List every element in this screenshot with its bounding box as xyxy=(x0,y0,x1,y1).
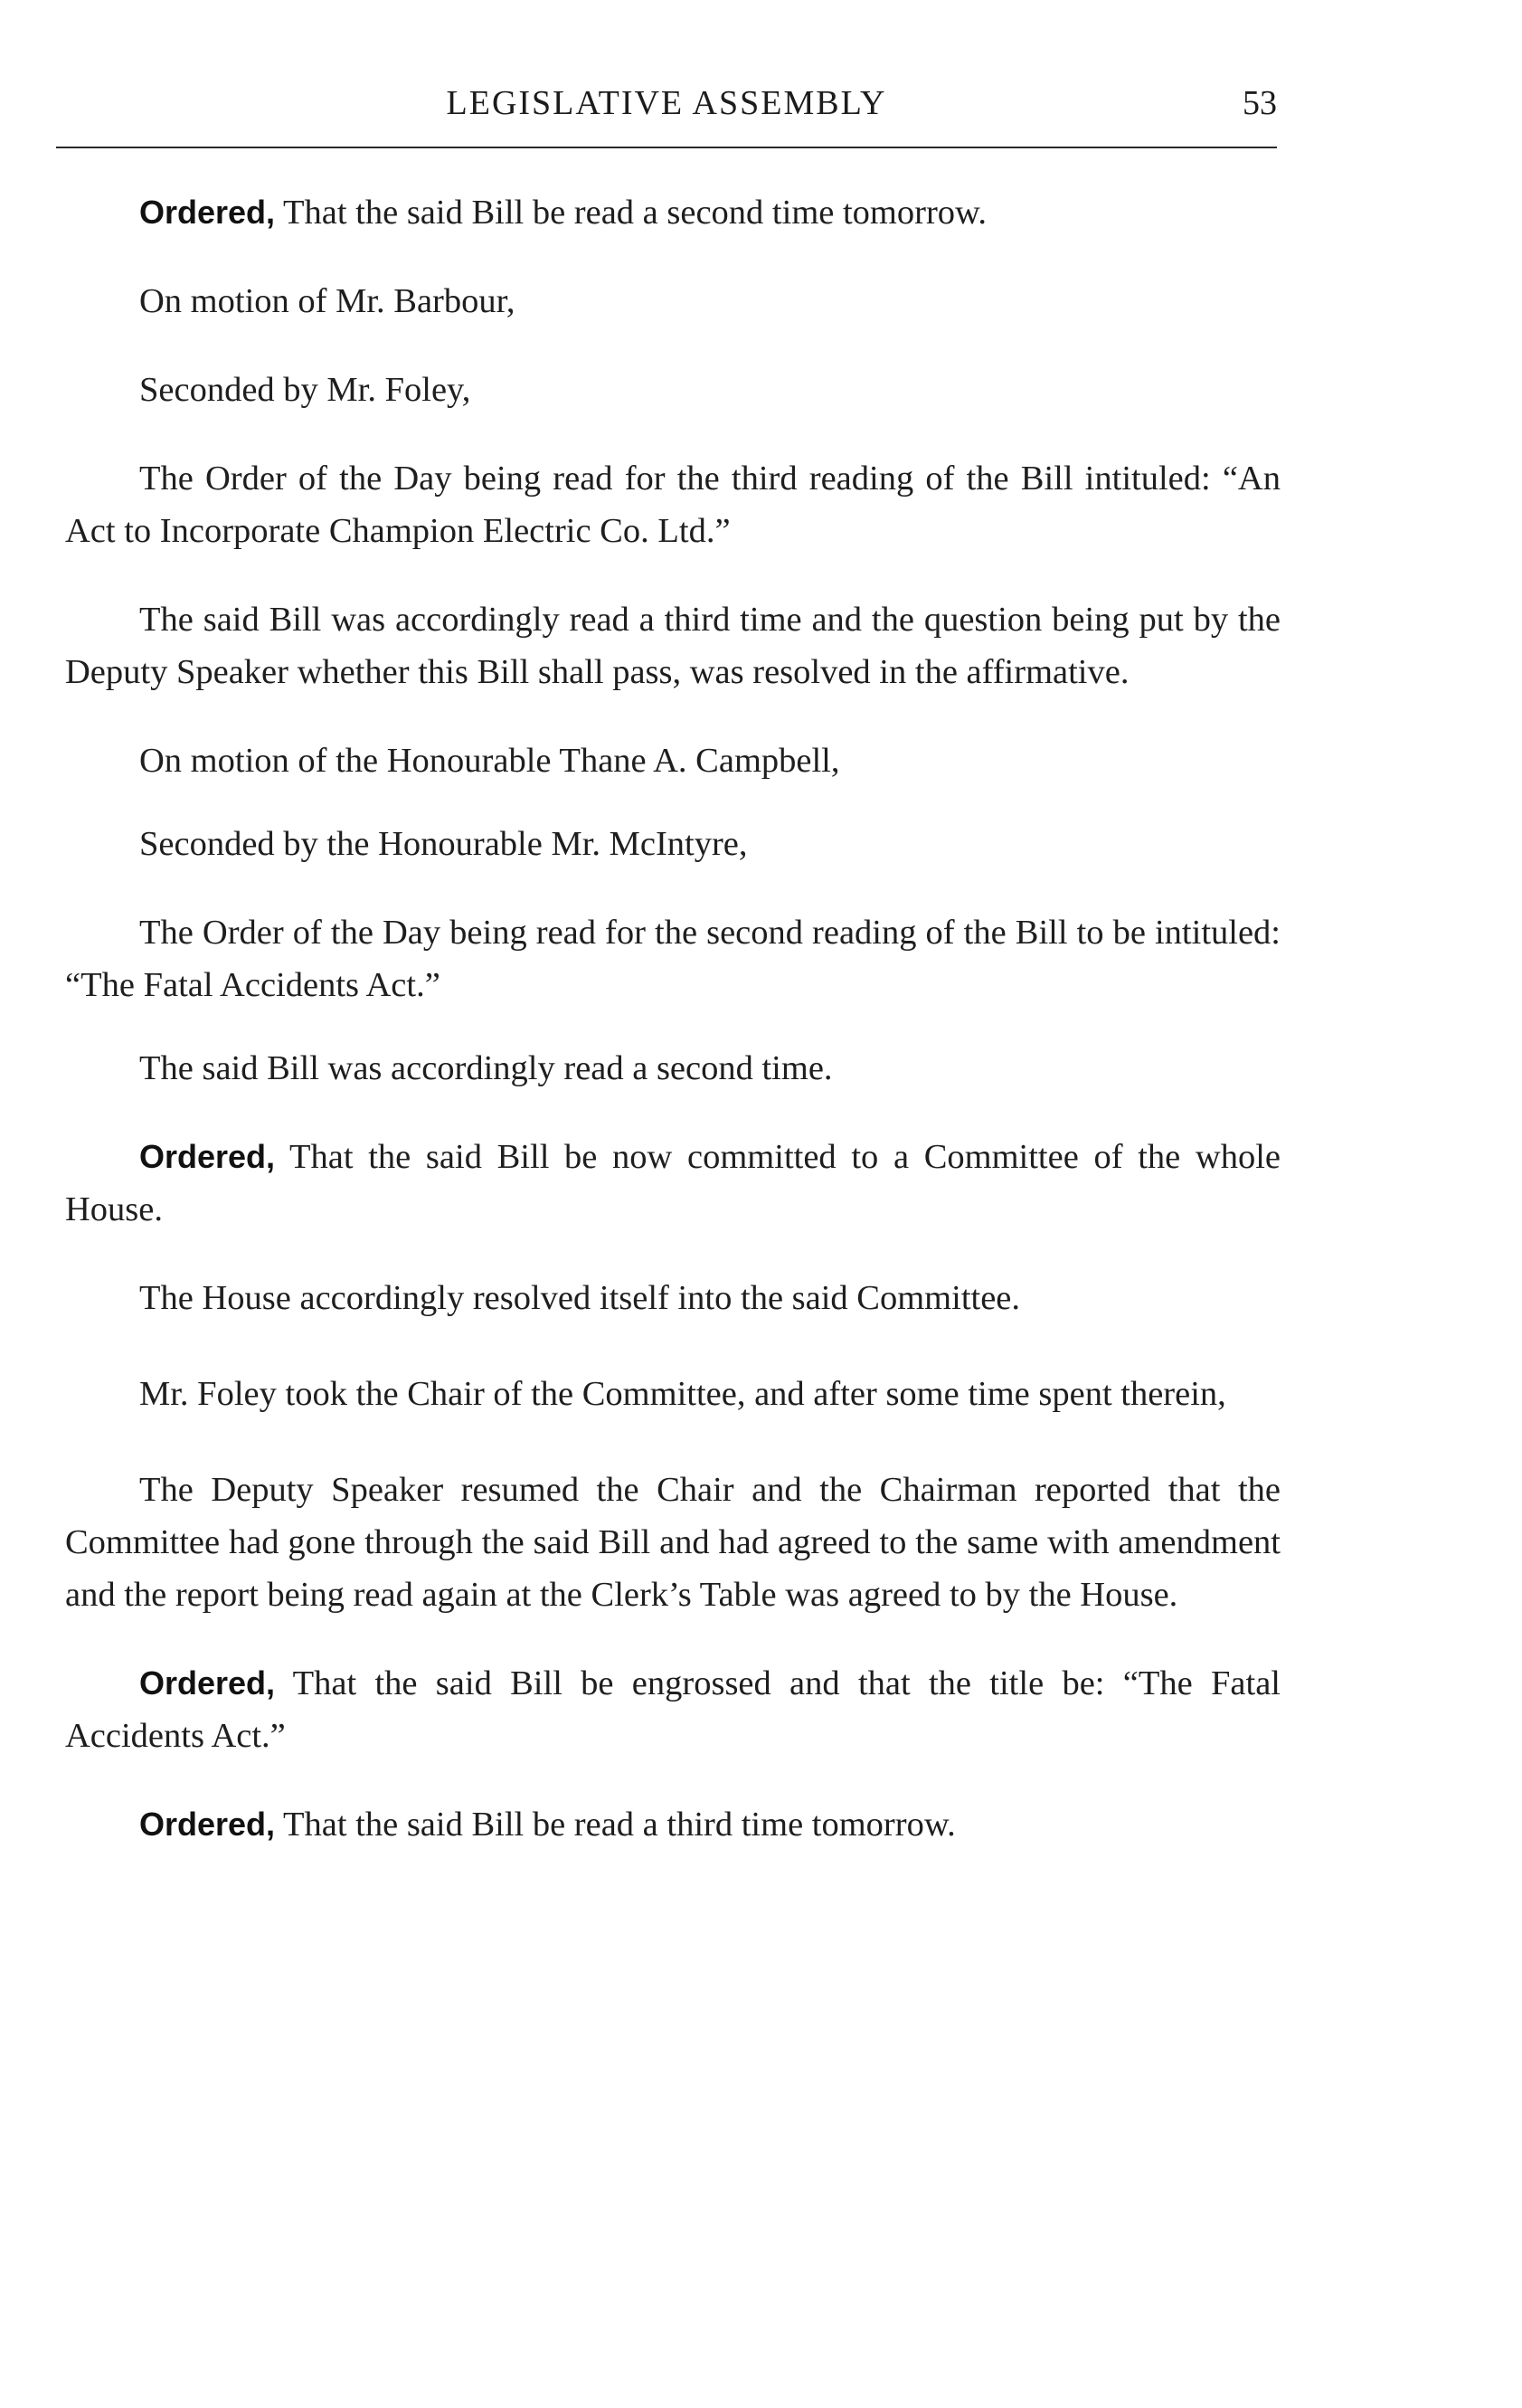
paragraph-ordered-committed xyxy=(65,1131,1281,1236)
paragraph-text: That the said Bill be read a third time tomorrow. xyxy=(275,1806,956,1844)
paragraph-seconded-foley xyxy=(65,364,1281,416)
body-text xyxy=(65,186,1281,1851)
paragraph-order-third-reading xyxy=(65,452,1281,557)
paragraph-text: The said Bill was accordingly read a third time and the question being put by the Deputy Speaker whether this Bill shall pass, was resolved in the affirmative. xyxy=(65,601,1281,691)
paragraph-text: The House accordingly resolved itself into the said Committee. xyxy=(139,1279,1021,1317)
paragraph-house-resolved xyxy=(65,1272,1281,1324)
paragraph-motion-campbell xyxy=(65,735,1281,787)
paragraph-text: That the said Bill be engrossed and that the title be: “The Fatal Accidents Act.” xyxy=(65,1664,1281,1755)
ordered-keyword: Ordered, xyxy=(139,1138,276,1175)
header-rule xyxy=(56,147,1277,148)
paragraph-foley-chair xyxy=(65,1368,1281,1420)
paragraph-text: That the said Bill be now committed to a Committee of the whole House. xyxy=(65,1138,1281,1228)
paragraph-text: On motion of the Honourable Thane A. Campbell, xyxy=(139,742,840,780)
paragraph-text: Mr. Foley took the Chair of the Committee, and after some time spent therein, xyxy=(139,1375,1226,1413)
paragraph-committee-report xyxy=(65,1464,1281,1621)
paragraph-ordered-third-reading xyxy=(65,1798,1281,1851)
paragraph-seconded-mcintyre xyxy=(65,818,1281,870)
page-number: 53 xyxy=(1243,84,1277,122)
paragraph-text: The Order of the Day being read for the third reading of the Bill intituled: “An Act to Incorporate Champion Electric Co. Ltd.” xyxy=(65,460,1281,550)
paragraph-text: On motion of Mr. Barbour, xyxy=(139,282,515,320)
paragraph-ordered-engrossed xyxy=(65,1657,1281,1762)
running-title: LEGISLATIVE ASSEMBLY xyxy=(446,84,887,122)
ordered-keyword: Ordered, xyxy=(139,1806,276,1843)
paragraph-text: That the said Bill be read a second time tomorrow. xyxy=(275,194,987,232)
ordered-keyword: Ordered, xyxy=(139,1664,276,1702)
paragraph-text: The Deputy Speaker resumed the Chair and the Chairman reported that the Committee had gone through the said Bill and had agreed to the same with amendment and the report being read again at the Clerk’s Table was agreed to by the House. xyxy=(65,1471,1281,1614)
paragraph-text: The Order of the Day being read for the second reading of the Bill to be intituled: “The Fatal Accidents Act.” xyxy=(65,914,1281,1004)
ordered-keyword: Ordered, xyxy=(139,194,276,231)
paragraph-text: Seconded by Mr. Foley, xyxy=(139,371,471,409)
running-header xyxy=(56,83,1277,130)
paragraph-bill-passed xyxy=(65,593,1281,698)
paragraph-order-second-reading xyxy=(65,906,1281,1011)
paragraph-read-second-time xyxy=(65,1042,1281,1095)
paragraph-text: The said Bill was accordingly read a second time. xyxy=(139,1049,833,1087)
paragraph-motion-barbour xyxy=(65,275,1281,327)
paragraph-ordered-second-reading xyxy=(65,186,1281,239)
paragraph-text: Seconded by the Honourable Mr. McIntyre, xyxy=(139,825,748,863)
